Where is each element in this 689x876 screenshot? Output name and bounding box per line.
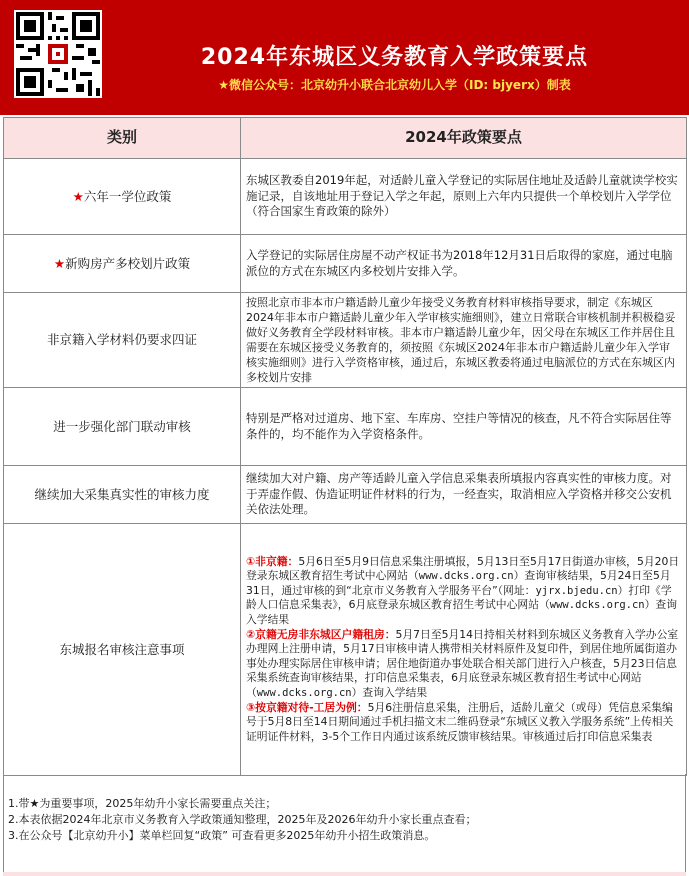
category-cell bbox=[4, 466, 241, 524]
star-icon: ★ bbox=[53, 255, 66, 271]
website-link[interactable]: www.dcks.org.cn bbox=[256, 686, 352, 699]
category-cell bbox=[4, 159, 241, 235]
category-cell bbox=[4, 524, 241, 776]
registration-cell bbox=[241, 524, 687, 776]
registration-heading: ①非京籍： bbox=[246, 554, 299, 568]
table-row bbox=[4, 388, 687, 466]
column-header-category: 类别 bbox=[4, 118, 241, 159]
registration-item-nonlocal bbox=[246, 555, 681, 628]
registration-item-rental bbox=[246, 628, 681, 701]
registration-text: ）打印《学龄人口信息采集表》，6月底登录东城区教育招生考试中心网站（ bbox=[246, 583, 672, 612]
policy-cell: 入学登记的实际居住房屋不动产权证书为2018年12月31日后取得的家庭，通过电脑派位的方式在东城区内多校划片安排入学。 bbox=[241, 235, 687, 293]
registration-text: ）查询审核结果，5月24日至5月31日，通过审核的到“北京市义务教育入学服务平台”（网址： bbox=[246, 569, 671, 597]
column-header-policy: 2024年政策要点 bbox=[241, 118, 687, 159]
page-subtitle: ★微信公众号：北京幼升小联合北京幼儿入学（ID: bjyerx）制表 bbox=[218, 78, 571, 92]
registration-heading: ②京籍无房非东城区户籍租房： bbox=[246, 627, 396, 641]
category-label: 非京籍入学材料仍要求四证 bbox=[46, 332, 197, 348]
table-row bbox=[4, 235, 687, 293]
category-label: 进一步强化部门联动审核 bbox=[53, 418, 191, 434]
notes-list bbox=[8, 796, 476, 844]
website-link[interactable]: yjrx.bjedu.cn bbox=[535, 584, 618, 597]
note-item: 3.在公众号【北京幼升小】菜单栏回复“政策” 可查看更多2025年幼升小招生政策消息。 bbox=[8, 829, 436, 842]
footer-divider bbox=[3, 872, 686, 876]
registration-text: 5月6日至5月9日信息采集注册填报，5月13日至5月17日街道办审核，5月20日登录东城区教育招生考试中心网站（ bbox=[246, 554, 680, 583]
policy-cell: 按照北京市非本市户籍适龄儿童少年接受义务教育材料审核指导要求，制定《东城区2024年非本市户籍适龄儿童少年入学审核实施细则》，建立日常联合审核机制并积极稳妥做好义务教育全学段材料审核。非本市户籍适龄儿童少年，因父母在东城区工作并居住且需要在东城区接受义务教育的，须按照《东城区2024年非本市户籍适龄儿童少年入学审核实施细则》进行入学资格审核，通过后，东城区教委将通过电脑派位的方式在东城区内多校划片安排 bbox=[241, 293, 687, 388]
registration-text: 5月7日至5月14日持相关材料到东城区义务教育入学办公室办理网上注册申请，5月17日审核申请人携带相关材料原件及复印件，到居住地所属街道办事处办理实际居住审核申请；居住地街道办事处联合相关部门进行入户核查，5月23日信息采集系统查询审核结果，打印信息采集表，6月底登录东城区教育招生考试中心网站（ bbox=[246, 627, 679, 699]
registration-item-work-residence bbox=[246, 701, 681, 745]
notes-section bbox=[3, 774, 686, 875]
policy-cell: 东城区教委自2019年起，对适龄儿童入学登记的实际居住地址及适龄儿童就读学校实施记录，自该地址用于登记入学之年起，原则上六年内只提供一个单校划片入学学位（符合国家生育政策的除外） bbox=[241, 159, 687, 235]
registration-heading: ③按京籍对待-工居为例： bbox=[246, 700, 368, 714]
star-icon: ★ bbox=[72, 188, 84, 204]
table-row bbox=[4, 524, 687, 776]
registration-text: 5月6注册信息采集，注册后，适龄儿童父（或母）凭信息采集编号于5月8日至14日期间通过手机扫描文末二维码登录“东城区义教入学服务系统”上传相关证明证件材料，3-5个工作日内通过该系统反馈审核结果。审核通过后打印信息采集表 bbox=[246, 700, 674, 743]
category-label: 新购房产多校划片政策 bbox=[65, 255, 191, 271]
table-row bbox=[4, 466, 687, 524]
policy-table bbox=[3, 117, 687, 776]
registration-text: ）查询入学结果 bbox=[246, 598, 677, 627]
category-label: 继续加大采集真实性的审核力度 bbox=[34, 486, 210, 502]
note-item: 2.本表依据2024年北京市义务教育入学政策通知整理，2025年及2026年幼升小家长重点查看； bbox=[8, 813, 477, 826]
table-row bbox=[4, 159, 687, 235]
registration-text: ）查询入学结果 bbox=[351, 685, 428, 699]
category-cell bbox=[4, 235, 241, 293]
category-cell bbox=[4, 388, 241, 466]
category-cell bbox=[4, 293, 241, 388]
header-banner bbox=[0, 0, 689, 115]
category-label: 六年一学位政策 bbox=[83, 188, 172, 204]
category-label: 东城报名审核注意事项 bbox=[59, 641, 185, 657]
table-row bbox=[4, 293, 687, 388]
note-item: 1.带★为重要事项，2025年幼升小家长需要重点关注； bbox=[8, 797, 277, 810]
policy-cell: 继续加大对户籍、房产等适龄儿童入学信息采集表所填报内容真实性的审核力度。对于弄虚作假、伪造证明证件材料的行为，一经查实，取消相应入学资格并移交公安机关依法处理。 bbox=[241, 466, 687, 524]
policy-cell: 特别是严格对过道房、地下室、车库房、空挂户等情况的核查，凡不符合实际居住等条件的，均不能作为入学资格条件。 bbox=[241, 388, 687, 466]
website-link[interactable]: www.dcks.org.cn bbox=[418, 570, 514, 583]
website-link[interactable]: www.dcks.org.cn bbox=[549, 599, 645, 612]
table-header-row bbox=[4, 118, 687, 159]
qr-code-icon bbox=[14, 10, 102, 98]
page-title: 2024年东城区义务教育入学政策要点 bbox=[200, 45, 589, 70]
